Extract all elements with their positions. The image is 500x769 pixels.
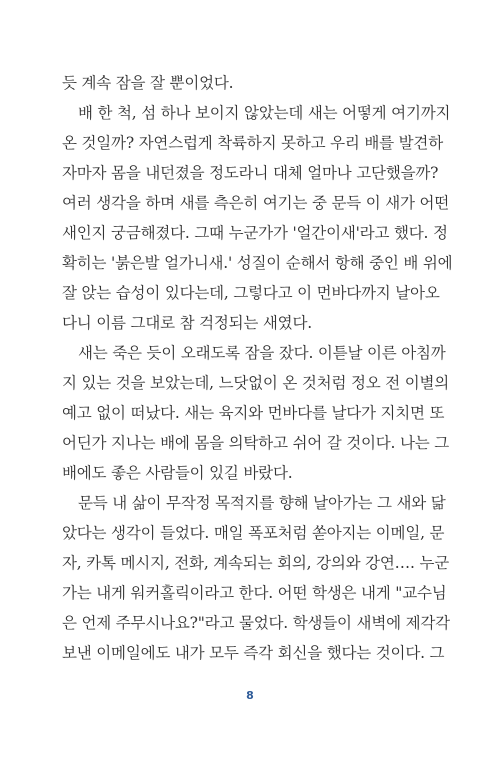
text-line: 았다는 생각이 들었다. 매일 폭포처럼 쏟아지는 이메일, 문 [62, 524, 445, 542]
page-number: 8 [246, 689, 254, 702]
text-line: 은 언제 주무시나요?"라고 물었다. 학생들이 새벽에 제각각 [62, 614, 450, 632]
text-line: 배에도 좋은 사람들이 있길 바랐다. [62, 464, 293, 482]
text-line: 잘 앉는 습성이 있다는데, 그렇다고 이 먼바다까지 날아오 [62, 284, 440, 302]
text-line: 다니 이름 그대로 참 걱정되는 새였다. [62, 314, 312, 332]
text-line: 자, 카톡 메시지, 전화, 계속되는 회의, 강의와 강연…. 누군 [62, 554, 449, 572]
text-line: 어딘가 지나는 배에 몸을 의탁하고 쉬어 갈 것이다. 나는 그 [62, 434, 450, 452]
text-line: 가는 내게 워커홀릭이라고 한다. 어떤 학생은 내게 "교수님 [62, 584, 447, 602]
text-line: 확히는 '붉은발 얼가니새.' 성질이 순해서 항해 중인 배 위에 [62, 254, 453, 272]
text-line: 새인지 궁금해졌다. 그때 누군가가 '얼간이새'라고 했다. 정 [62, 224, 448, 242]
text-line: 여러 생각을 하며 새를 측은히 여기는 중 문득 이 새가 어떤 [62, 194, 450, 212]
text-line: 온 것일까? 자연스럽게 착륙하지 못하고 우리 배를 발견하 [62, 134, 443, 152]
text-line: 예고 없이 떠났다. 새는 육지와 먼바다를 날다가 지치면 또 [62, 404, 445, 422]
text-line: 새는 죽은 듯이 오래도록 잠을 잤다. 이튿날 이른 아침까 [78, 344, 446, 362]
text-line: 듯 계속 잠을 잘 뿐이었다. [62, 74, 234, 92]
text-line: 자마자 몸을 내던졌을 정도라니 대체 얼마나 고단했을까? [62, 164, 439, 182]
text-line: 문득 내 삶이 무작정 목적지를 향해 날아가는 그 새와 닮 [78, 494, 446, 512]
text-line: 배 한 척, 섬 하나 보이지 않았는데 새는 어떻게 여기까지 [78, 104, 451, 122]
text-line: 보낸 이메일에도 내가 모두 즉각 회신을 했다는 것이다. 그 [62, 644, 445, 662]
text-line: 지 있는 것을 보았는데, 느닷없이 온 것처럼 정오 전 이별의 [62, 374, 450, 392]
